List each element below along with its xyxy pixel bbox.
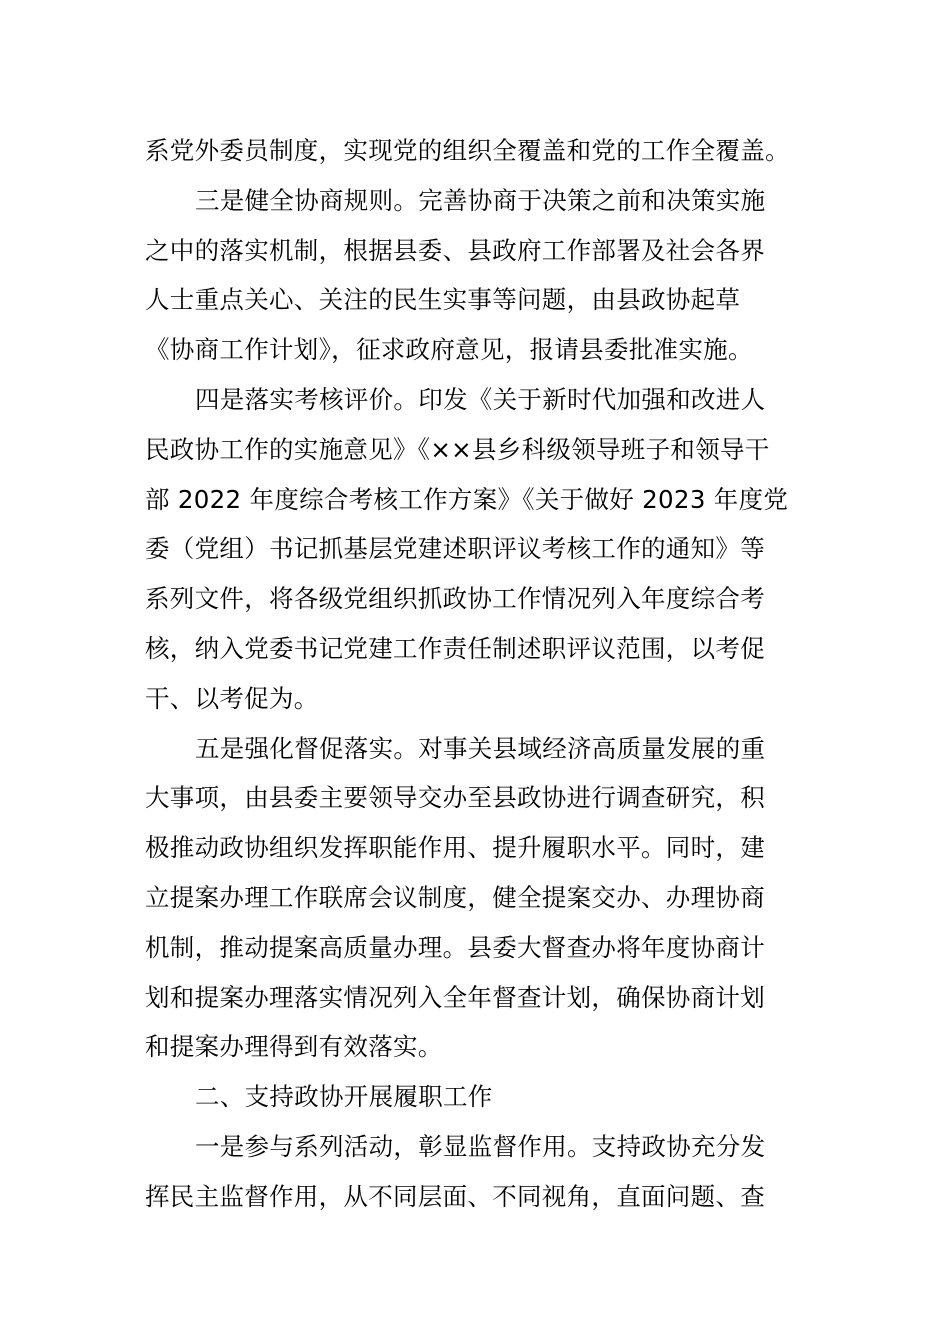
text-line: 立提案办理工作联席会议制度，健全提案交办、办理协商 <box>145 882 765 912</box>
paragraph-start-line: 一是参与系列活动，彰显监督作用。支持政协充分发 <box>195 1131 766 1161</box>
paragraph-start-line: 五是强化督促落实。对事关县域经济高质量发展的重 <box>195 733 766 763</box>
text-line: 系党外委员制度，实现党的组织全覆盖和党的工作全覆盖。 <box>145 136 790 165</box>
text-line: 系列文件，将各级党组织抓政协工作情况列入年度综合考 <box>145 584 765 614</box>
body-text <box>145 126 810 1222</box>
text-line: 委（党组）书记抓基层党建述职评议考核工作的通知》等 <box>145 534 765 564</box>
text-line: 划和提案办理落实情况列入全年督查计划，确保协商计划 <box>145 982 765 1012</box>
text-line: 部 2022 年度综合考核工作方案》《关于做好 2023 年度党 <box>145 484 789 514</box>
text-line: 和提案办理得到有效落实。 <box>145 1032 443 1062</box>
paragraph-start-line: 四是落实考核评价。印发《关于新时代加强和改进人 <box>195 384 766 414</box>
text-line: 《协商工作计划》，征求政府意见，报请县委批准实施。 <box>145 335 753 365</box>
text-line: 之中的落实机制，根据县委、县政府工作部署及社会各界 <box>145 235 765 265</box>
text-line: 挥民主监督作用，从不同层面、不同视角，直面问题、查 <box>145 1181 765 1211</box>
text-line: 核，纳入党委书记党建工作责任制述职评议范围，以考促 <box>145 633 765 663</box>
text-line: 极推动政协组织发挥职能作用、提升履职水平。同时，建 <box>145 833 765 863</box>
text-line: 大事项，由县委主要领导交办至县政协进行调查研究，积 <box>145 783 765 813</box>
paragraph-start-line: 三是健全协商规则。完善协商于决策之前和决策实施 <box>195 185 766 215</box>
text-line: 机制，推动提案高质量办理。县委大督查办将年度协商计 <box>145 932 765 962</box>
section-heading: 二、支持政协开展履职工作 <box>195 1082 493 1112</box>
text-line: 人士重点关心、关注的民生实事等问题，由县政协起草 <box>145 285 741 315</box>
text-line: 民政协工作的实施意见》《××县乡科级领导班子和领导干 <box>145 434 770 464</box>
text-line: 干、以考促为。 <box>145 683 319 713</box>
